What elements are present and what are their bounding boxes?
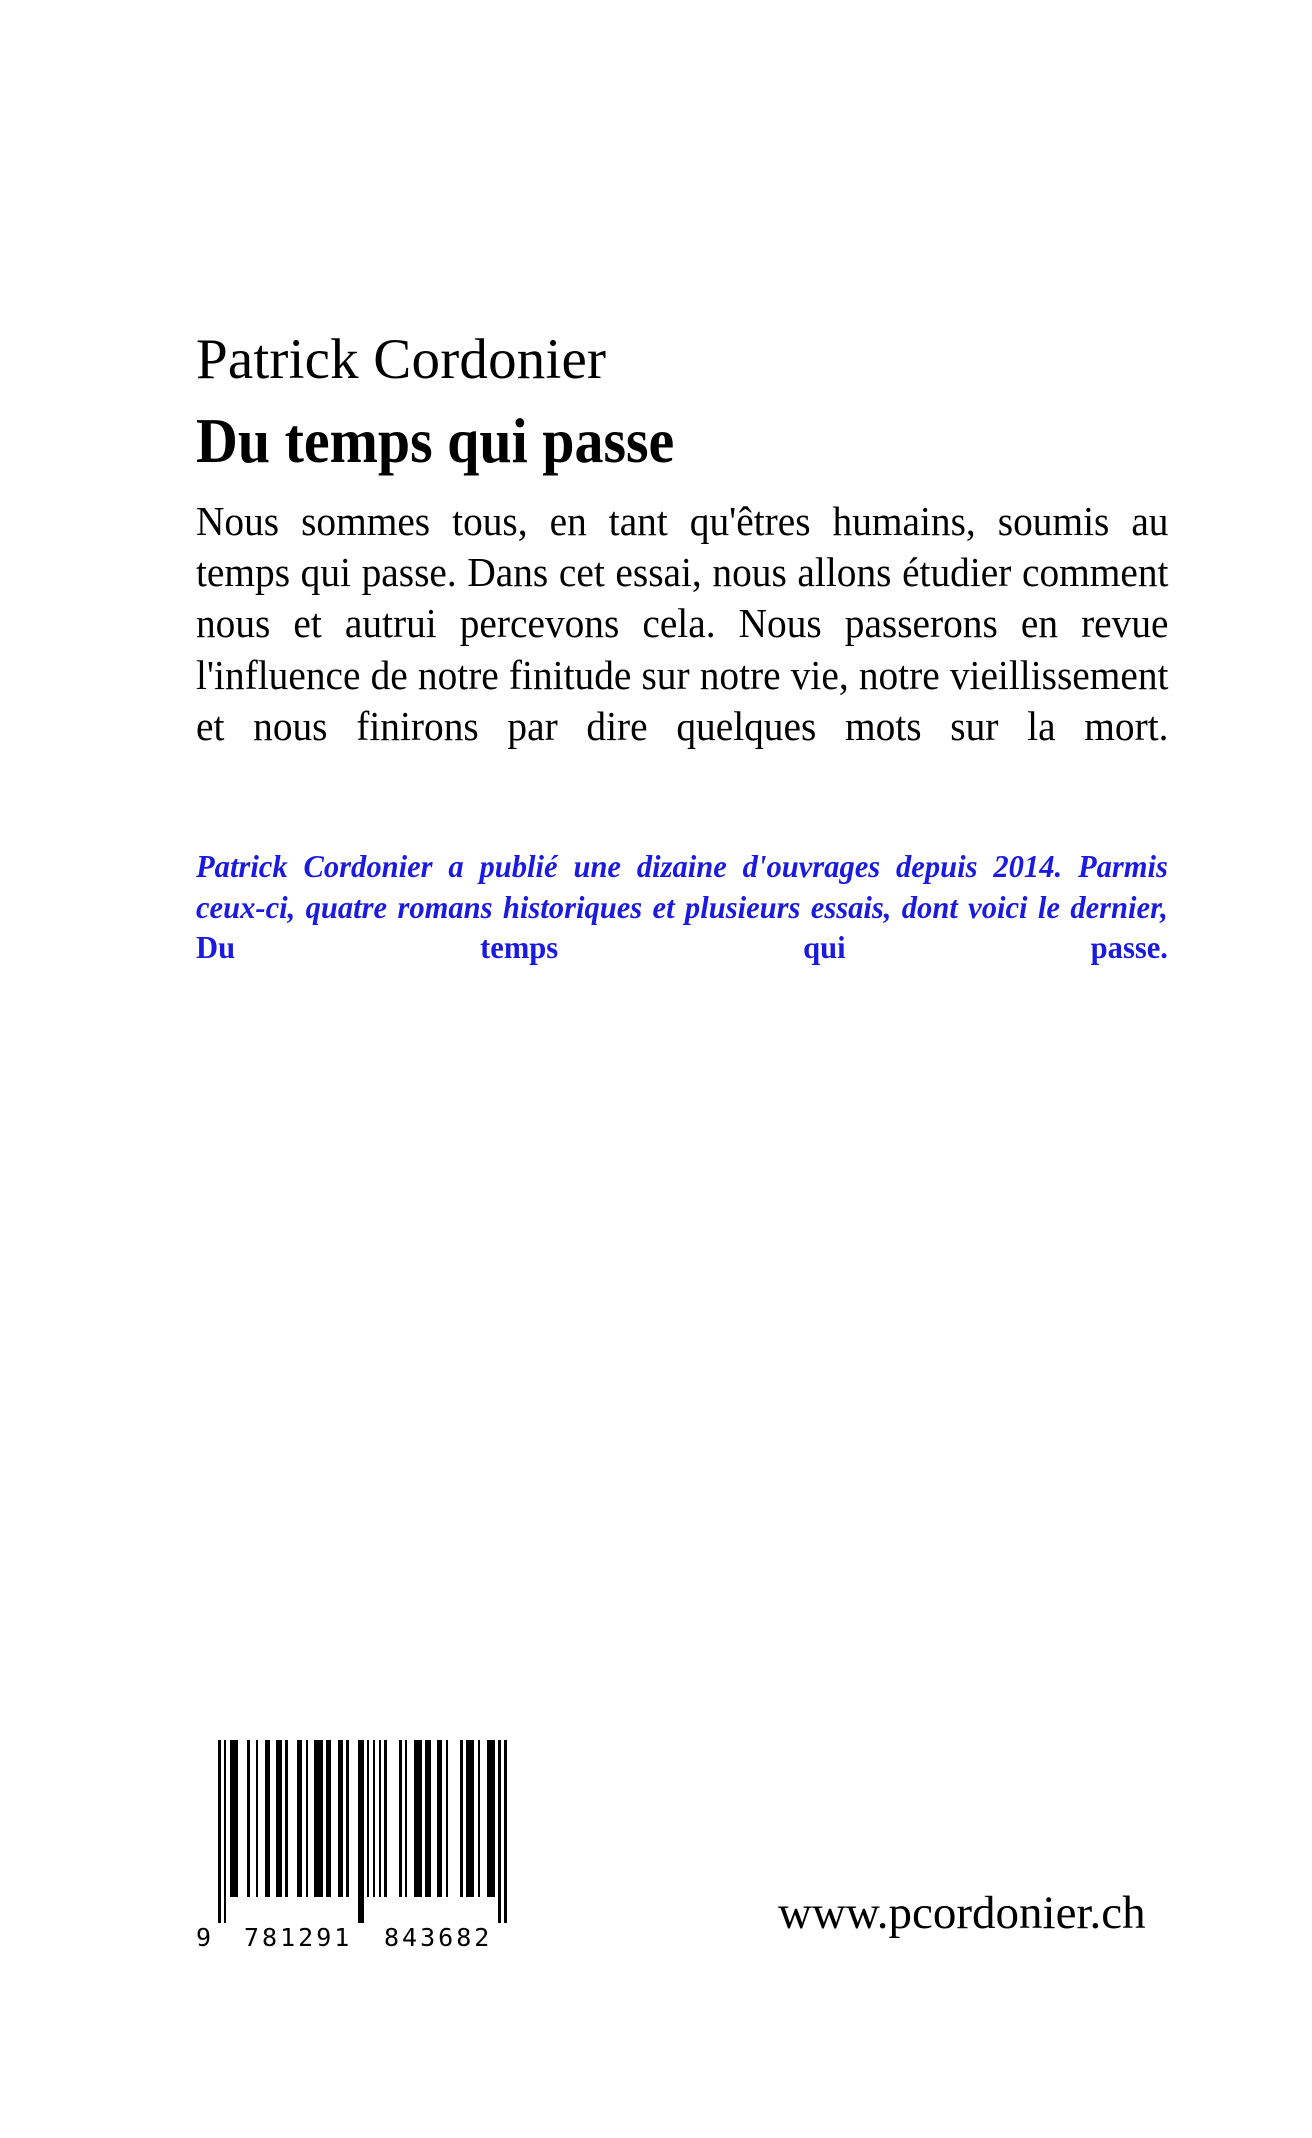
- barcode-left-group: 781291: [244, 1923, 353, 1952]
- cover-text-block: [196, 330, 1168, 1009]
- barcode-icon: [218, 1740, 507, 1923]
- barcode-digits: [196, 1923, 516, 1957]
- isbn-barcode: [196, 1740, 516, 1957]
- author-bio-italic: Patrick Cordonier a publié une dizaine d'ouvrages depuis 2014. Parmis ceux-ci, quatre romans historiques et plusieurs essais, dont voici le dernier,: [196, 849, 1168, 925]
- website-url: www.pcordonier.ch: [778, 1887, 1146, 1939]
- barcode-right-group: 843682: [384, 1923, 493, 1952]
- author-bio: [196, 847, 1168, 1008]
- book-blurb: Nous sommes tous, en tant qu'êtres humains, soumis au temps qui passe. Dans cet essai, nous allons étudier comment nous et autrui percevons cela. Nous passerons en revue l'influence de notre finitude sur notre vie, notre vieillissement et nous finirons par dire quelques mots sur la mort.: [196, 497, 1169, 749]
- author-bio-title: Du temps qui passe.: [196, 930, 1168, 966]
- page-title: Du temps qui passe: [196, 405, 675, 476]
- author-name: Patrick Cordonier: [196, 328, 607, 391]
- barcode-lead-digit: 9: [196, 1923, 215, 1952]
